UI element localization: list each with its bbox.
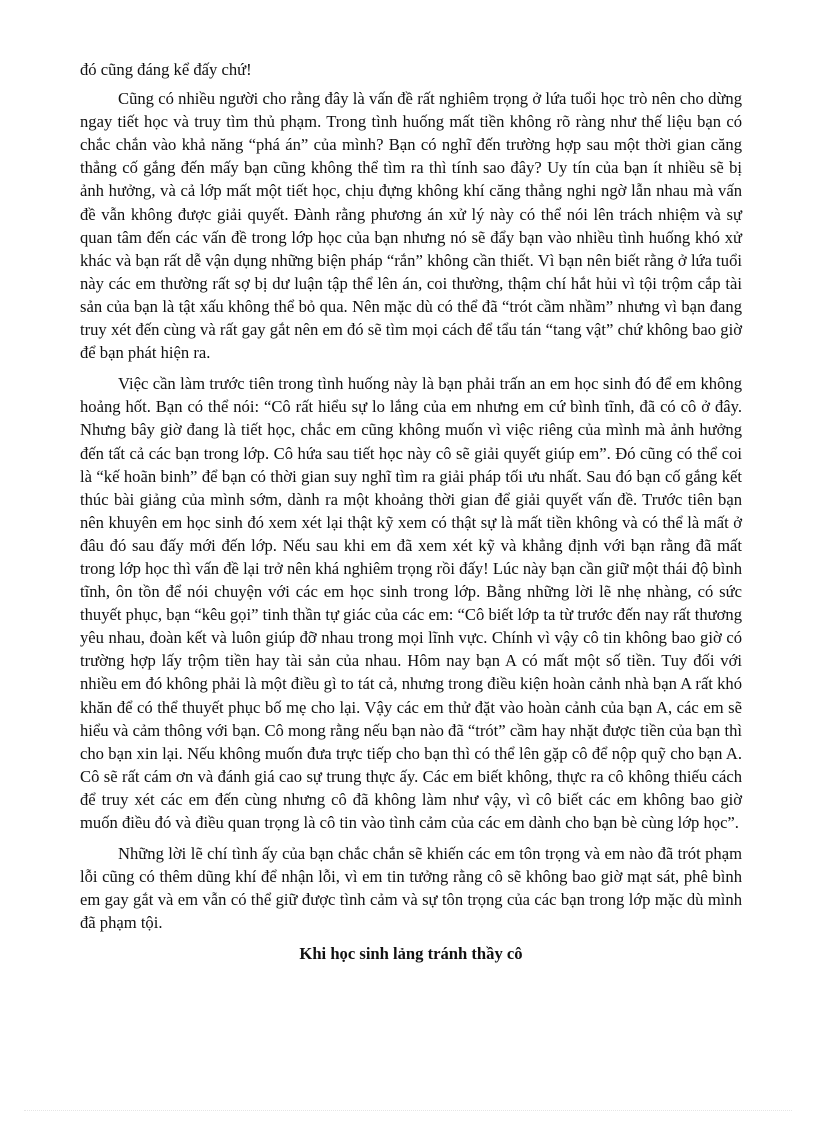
document-page (80, 58, 742, 966)
section-heading: Khi học sinh lảng tránh thầy cô (299, 944, 523, 964)
page-bottom-divider (24, 1110, 792, 1111)
paragraph-continuation: đó cũng đáng kể đấy chứ! (80, 60, 252, 79)
paragraph: Những lời lẽ chí tình ấy của bạn chắc chắn sẽ khiến các em tôn trọng và em nào đã trót phạm lỗi cũng có thêm dũng khí để nhận lỗi, vì em tin tưởng rằng cô sẽ không bao giờ mạt sát, phê bình em gay gắt và em vẫn có thể giữ được tình cảm và sự tôn trọng của các bạn trong lớp mặc dù mình đã phạm tội. (80, 844, 742, 933)
paragraph: Việc cần làm trước tiên trong tình huống này là bạn phải trấn an em học sinh đó để em không hoảng hốt. Bạn có thể nói: “Cô rất hiểu sự lo lắng của em nhưng em cứ bình tĩnh, đã có cô ở đây. Nhưng bây giờ đang là tiết học, chắc em cũng không muốn vì việc riêng của mình mà ảnh hưởng đến tất cả các bạn trong lớp. Cô hứa sau tiết học này cô sẽ giải quyết giúp em”. Đó cũng có thể coi là “kế hoãn binh” để bạn có thời gian suy nghĩ tìm ra giải pháp tối ưu nhất. Sau đó bạn cố gắng kết thúc bài giảng của mình sớm, dành ra một khoảng thời gian để giải quyết vấn đề. Trước tiên bạn nên khuyên em học sinh đó xem xét lại thật kỹ xem có thật sự là mất tiền không và có thể là mất ở đâu đó sau đấy mới đến lớp. Nếu sau khi em đã xem xét kỹ và khẳng định với bạn rằng đã mất trong lớp học thì vấn đề lại trở nên khá nghiêm trọng rồi đấy! Lúc này bạn cần giữ một thái độ bình tĩnh, ôn tồn để nói chuyện với các em học sinh trong lớp. Bằng những lời lẽ nhẹ nhàng, có sức thuyết phục, bạn “kêu gọi” tinh thần tự giác của các em: “Cô biết lớp ta từ trước đến nay rất thương yêu nhau, đoàn kết và luôn giúp đỡ nhau trong mọi lĩnh vực. Chính vì vậy cô tin không bao giờ có trường hợp lấy trộm tiền hay tài sản của nhau. Hôm nay bạn A có mất một số tiền. Tuy đối với nhiều em đó không phải là một điều gì to tát cả, nhưng trong điều kiện hoàn cảnh nhà bạn A rất khó khăn để có thể thuyết phục bố mẹ cho lại. Vậy các em thử đặt vào hoàn cảnh của bạn A, các em sẽ hiểu và cảm thông với bạn. Cô mong rằng nếu bạn nào đã “trót” cầm hay nhặt được tiền của bạn thì cho bạn xin lại. Nếu không muốn đưa trực tiếp cho bạn thì có thể lên gặp cô để nộp quỹ cho bạn A. Cô sẽ rất cám ơn và đánh giá cao sự trung thực ấy. Các em biết không, thực ra cô không thiếu cách để truy xét các em đến cùng nhưng cô đã không làm như vậy, vì cô biết các em không bao giờ muốn điều đó và điều quan trọng là cô tin vào tình cảm của các em dành cho bạn bè cùng lớp học”. (80, 374, 742, 832)
paragraph: Cũng có nhiều người cho rằng đây là vấn đề rất nghiêm trọng ở lứa tuổi học trò nên cho dừng ngay tiết học và truy tìm thủ phạm. Trong tình huống mất tiền không rõ ràng như thế liệu bạn có chắc chắn vào khả năng “phá án” của mình? Bạn có nghĩ đến trường hợp sau một thời gian căng thẳng cố gắng đến mấy bạn cũng không thể tìm ra thì tính sao đây? Uy tín của bạn ít nhiều sẽ bị ảnh hưởng, và cả lớp mất một tiết học, chịu đựng không khí căng thẳng nghi ngờ lẫn nhau mà vấn đề vẫn không được giải quyết. Đành rằng phương án xử lý này có thể nói lên trách nhiệm và sự quan tâm đến các vấn đề trong lớp học của bạn nhưng nó sẽ đẩy bạn vào nhiều tình huống khó xử khác và bạn rất dễ vận dụng những biện pháp “rắn” không cần thiết. Vì bạn nên biết rằng ở lứa tuổi này các em thường rất sợ bị dư luận tập thể lên án, coi thường, thậm chí hắt hủi vì tội trộm cắp tài sản của bạn là tật xấu không thể bỏ qua. Nên mặc dù có thể đã “trót cầm nhầm” nhưng vì bạn đang truy xét đến cùng và rất gay gắt nên em đó sẽ tìm mọi cách để tẩu tán “tang vật” chứ không bao giờ để bạn phát hiện ra. (80, 89, 742, 363)
